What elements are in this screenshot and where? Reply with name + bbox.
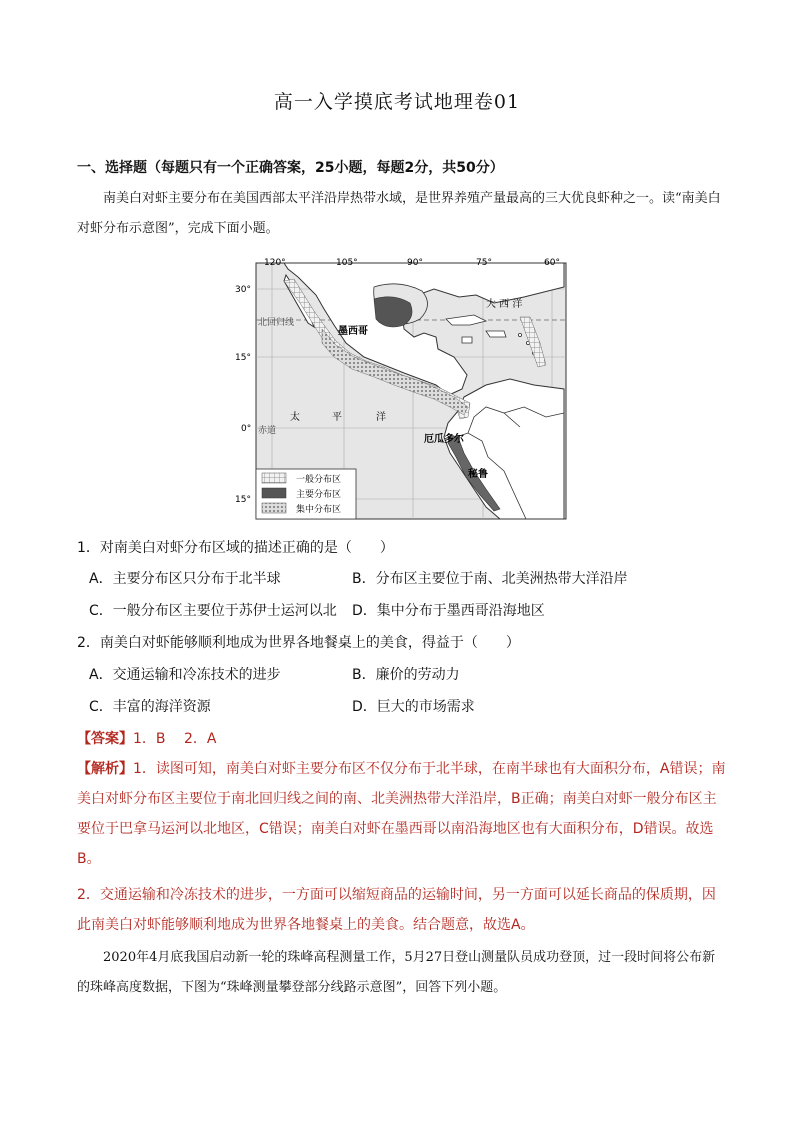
analysis-line: 美白对虾分布区主要位于南北回归线之间的南、北美洲热带大洋沿岸，B正确；南美白对虾一般分布区主 [77, 791, 717, 807]
tropic-label: 北回归线 [258, 318, 295, 328]
peru-label: 秘鲁 [468, 469, 488, 480]
main-distribution-zone-gulf [374, 297, 412, 327]
mexico-label: 墨西哥 [338, 326, 368, 337]
atlantic-label: 大 西 洋 [486, 299, 523, 310]
analysis-line: 要位于巴拿马运河以北地区，C错误；南美白对虾在墨西哥以南沿海地区也有大面积分布，D错误。故选 [77, 821, 714, 837]
legend-concentrated: 集中分布区 [296, 505, 342, 515]
answer-label: 【答案】 [77, 731, 133, 747]
q2-option-d: D．巨大的市场需求 [352, 699, 475, 715]
pacific-char-3: 洋 [376, 412, 386, 423]
q2-option-b: B．廉价的劳动力 [352, 667, 460, 683]
answer-line [77, 728, 216, 748]
lon-label-90: 90° [407, 258, 423, 268]
next-intro-paragraph: 2020年4月底我国启动新一轮的珠峰高程测量工作，5月27日登山测量队员成功登顶，过一段时间将公布新的珠峰高度数据，下图为“珠峰测量攀登部分线路示意图”，回答下列小题。 [77, 950, 716, 995]
pacific-char-1: 太 [290, 412, 300, 423]
lat-label-15s: 15° [235, 495, 251, 505]
analysis-1 [77, 754, 729, 874]
q1-option-b: B．分布区主要位于南、北美洲热带大洋沿岸 [352, 571, 628, 587]
analysis-2 [77, 880, 729, 940]
lat-label-30n: 30° [235, 285, 251, 295]
legend-general: 一般分布区 [296, 475, 342, 485]
lon-label-120: 120° [264, 258, 286, 268]
q2-option-a: A．交通运输和冷冻技术的进步 [89, 667, 281, 683]
q1-option-c: C．一般分布区主要位于苏伊士运河以北 [89, 603, 337, 619]
analysis-line: 2．交通运输和冷冻技术的进步，一方面可以缩短商品的运输时间，另一方面可以延长商品的保质期，因 [77, 887, 716, 903]
answer-text: 1．B 2．A [133, 731, 217, 747]
equator-label: 赤道 [258, 426, 277, 436]
ecuador-label: 厄瓜多尔 [424, 434, 464, 445]
lon-label-75: 75° [476, 258, 492, 268]
section-heading: 一、选择题（每题只有一个正确答案，25小题，每题2分，共50分） [77, 160, 504, 176]
intro-paragraph: 南美白对虾主要分布在美国西部太平洋沿岸热带水域，是世界养殖产量最高的三大优良虾种之一。读“南美白对虾分布示意图”，完成下面小题。 [77, 191, 721, 236]
analysis-line: 此南美白对虾能够顺利地成为世界各地餐桌上的美食。结合题意，故选A。 [77, 917, 535, 933]
page-title: 高一入学摸底考试地理卷01 [273, 91, 521, 113]
shrimp-distribution-map [224, 257, 570, 527]
question-1-stem: 1．对南美白对虾分布区域的描述正确的是（ ） [77, 540, 394, 556]
lat-label-0: 0° [241, 424, 252, 434]
q1-option-d: D．集中分布于墨西哥沿海地区 [352, 603, 545, 619]
legend-main: 主要分布区 [296, 490, 342, 500]
lon-label-60: 60° [544, 258, 560, 268]
lat-label-15n: 15° [235, 353, 251, 363]
analysis-line: B。 [77, 851, 101, 867]
map-legend [256, 469, 356, 519]
q2-option-c: C．丰富的海洋资源 [89, 699, 211, 715]
pacific-char-2: 平 [332, 412, 342, 423]
q1-option-a: A．主要分布区只分布于北半球 [89, 571, 281, 587]
analysis-line: 【解析】1．读图可知，南美白对虾主要分布区不仅分布于北半球，在南半球也有大面积分布，A错误；南 [77, 761, 726, 777]
lon-label-105: 105° [336, 258, 358, 268]
question-2-stem: 2．南美白对虾能够顺利地成为世界各地餐桌上的美食，得益于（ ） [77, 635, 520, 651]
analysis-label: 【解析】 [77, 761, 133, 777]
